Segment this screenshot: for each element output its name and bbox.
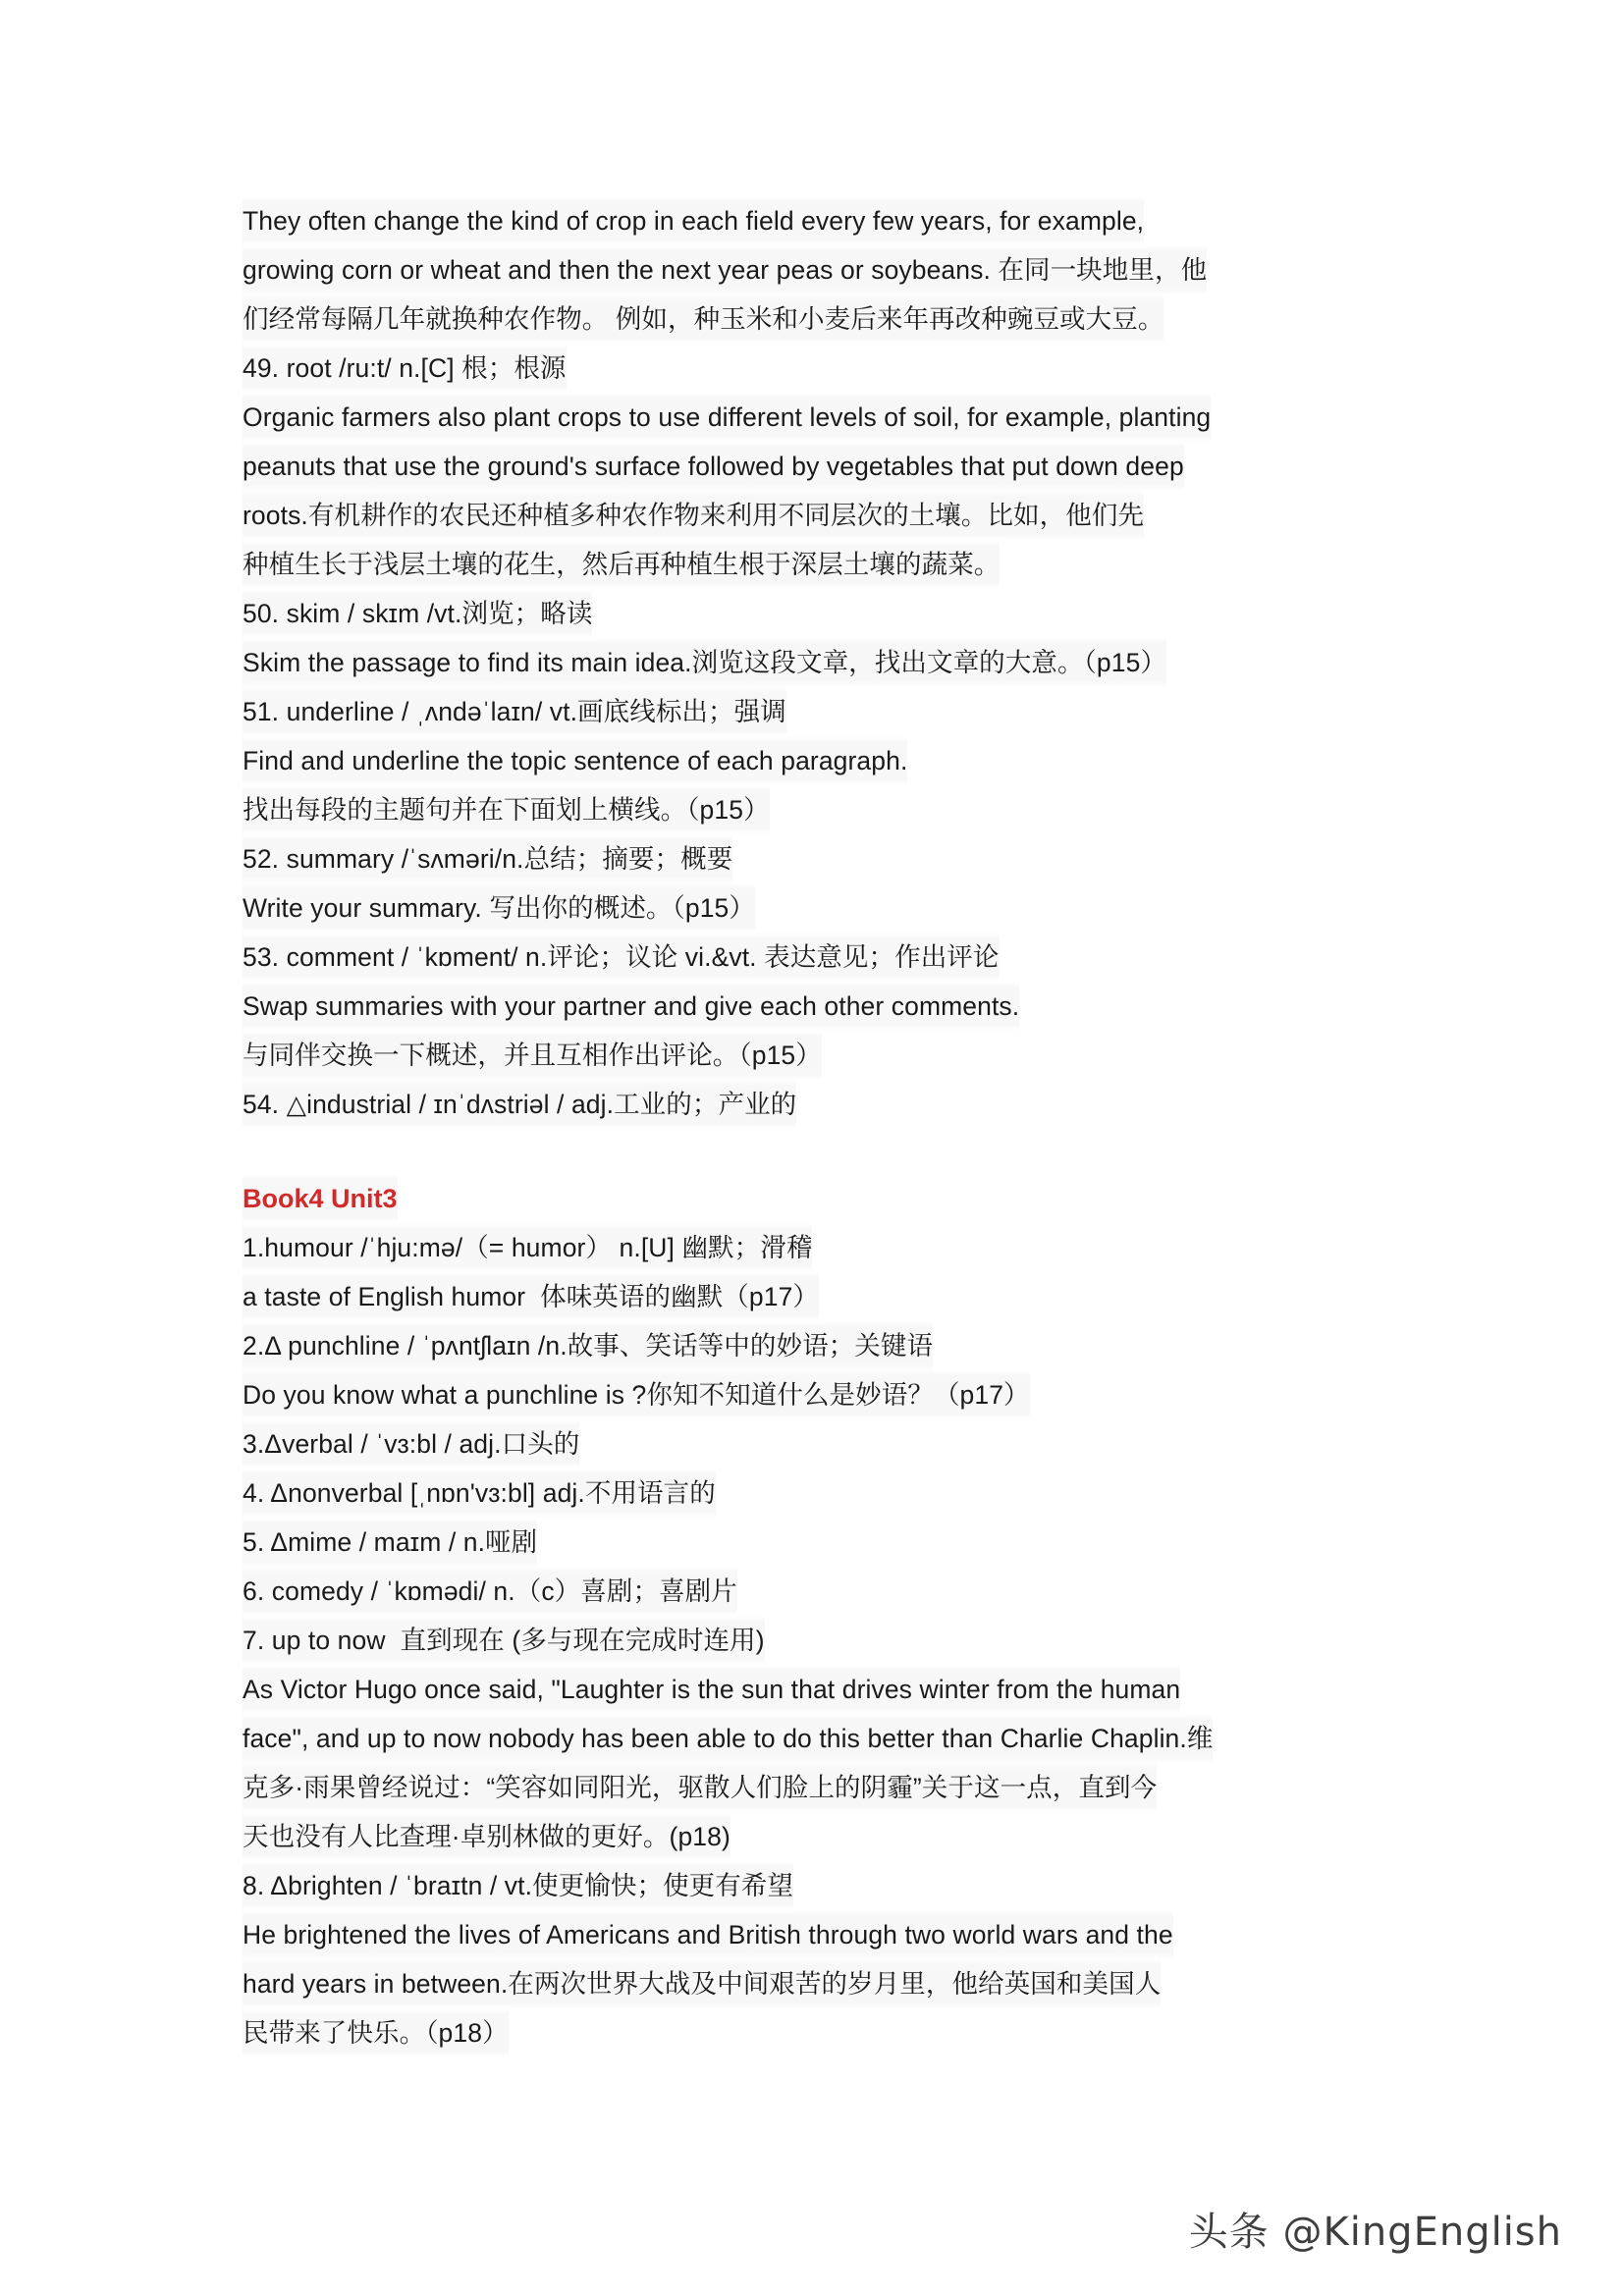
example-sentence: He brightened the lives of Americans and British through two world wars and the [243, 1910, 1173, 1959]
text-line: growing corn or wheat and then the next year peas or soybeans. 在同一块地里，他 [243, 245, 1207, 294]
watermark: 头条 @KingEnglish [1188, 2210, 1562, 2255]
example-translation: 找出每段的主题句并在下面划上横线。（p15） [243, 785, 770, 834]
example-phrase: a taste of English humor 体味英语的幽默（p17） [243, 1272, 819, 1321]
vocabulary-entry-50: 50. skim / skɪm /vt.浏览；略读 [243, 589, 592, 638]
example-sentence: Skim the passage to find its main idea.浏览这段文章，找出文章的大意。（p15） [243, 638, 1166, 687]
example-sentence: hard years in between.在两次世界大战及中间艰苦的岁月里，他给英国和美国人 [243, 1959, 1161, 2008]
vocabulary-block-book4-unit3 [243, 1223, 1396, 2057]
example-sentence: Write your summary. 写出你的概述。（p15） [243, 883, 755, 933]
text-line: 们经常每隔几年就换种农作物。 例如，种玉米和小麦后来年再改种豌豆或大豆。 [243, 294, 1163, 344]
vocabulary-entry-3: 3.Δverbal / ˈvɜ:bl / adj.口头的 [243, 1419, 579, 1468]
text-line: They often change the kind of crop in each field every few years, for example, [243, 196, 1144, 245]
vocabulary-entry-53: 53. comment / ˈkɒment/ n.评论；议论 vi.&vt. 表达意见；作出评论 [243, 933, 1000, 982]
example-sentence: Find and underline the topic sentence of each paragraph. [243, 736, 907, 785]
text-line: peanuts that use the ground's surface followed by vegetables that put down deep [243, 442, 1184, 491]
vocabulary-block-book3 [243, 196, 1396, 1129]
text-line: roots.有机耕作的农民还种植多种农作物来利用不同层次的土壤。比如，他们先 [243, 491, 1144, 540]
example-sentence: face", and up to now nobody has been able to do this better than Charlie Chaplin.维 [243, 1714, 1213, 1763]
document-content [243, 196, 1396, 2057]
example-translation: 克多·雨果曾经说过：“笑容如同阳光，驱散人们脸上的阴霾”关于这一点，直到今 [243, 1763, 1157, 1812]
vocabulary-entry-6: 6. comedy / ˈkɒmədi/ n.（c）喜剧；喜剧片 [243, 1567, 737, 1616]
vocabulary-entry-1: 1.humour /ˈhju:mə/（= humor） n.[U] 幽默；滑稽 [243, 1223, 812, 1272]
section-heading-book4-unit3: Book4 Unit3 [243, 1174, 398, 1223]
example-translation: 天也没有人比查理·卓别林做的更好。(p18) [243, 1812, 730, 1861]
vocabulary-entry-49: 49. root /ru:t/ n.[C] 根；根源 [243, 344, 567, 393]
vocabulary-entry-5: 5. Δmime / maɪm / n.哑剧 [243, 1518, 537, 1567]
example-sentence: Do you know what a punchline is ?你知不知道什么是妙语？（p17） [243, 1370, 1030, 1419]
vocabulary-entry-52: 52. summary /ˈsʌməri/n.总结；摘要；概要 [243, 834, 732, 883]
text-line: Organic farmers also plant crops to use different levels of soil, for example, planting [243, 393, 1211, 442]
example-translation: 民带来了快乐。（p18） [243, 2008, 509, 2057]
example-sentence: Swap summaries with your partner and give each other comments. [243, 982, 1019, 1031]
example-translation: 与同伴交换一下概述，并且互相作出评论。（p15） [243, 1031, 822, 1080]
example-sentence: As Victor Hugo once said, "Laughter is the sun that drives winter from the human [243, 1665, 1180, 1714]
vocabulary-entry-2: 2.Δ punchline / ˈpʌntʃlaɪn /n.故事、笑话等中的妙语；关键语 [243, 1321, 933, 1370]
vocabulary-entry-7: 7. up to now 直到现在 (多与现在完成时连用) [243, 1616, 765, 1665]
vocabulary-entry-51: 51. underline / ˌʌndəˈlaɪn/ vt.画底线标出；强调 [243, 687, 786, 736]
section-spacer [243, 1129, 1396, 1174]
text-line: 种植生长于浅层土壤的花生，然后再种植生根于深层土壤的蔬菜。 [243, 540, 1000, 589]
vocabulary-entry-8: 8. Δbrighten / ˈbraɪtn / vt.使更愉快；使更有希望 [243, 1861, 793, 1910]
vocabulary-entry-54: 54. △industrial / ɪnˈdʌstriəl / adj.工业的；产业的 [243, 1080, 796, 1129]
vocabulary-entry-4: 4. Δnonverbal [ˌnɒn'vɜ:bl] adj.不用语言的 [243, 1468, 716, 1518]
